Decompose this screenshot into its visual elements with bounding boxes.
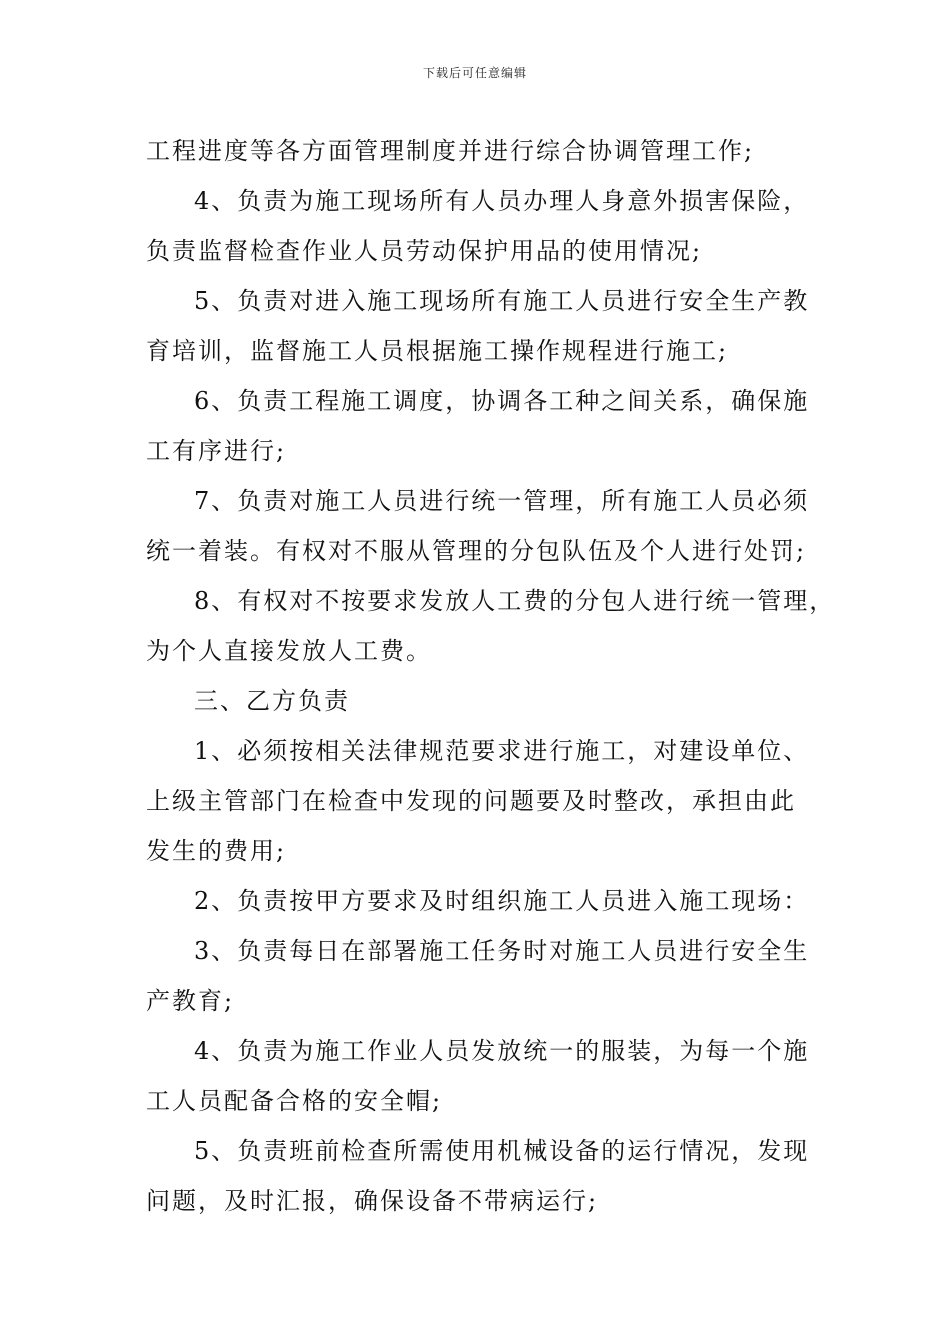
paragraph-line: 负责监督检查作业人员劳动保护用品的使用情况; bbox=[146, 237, 703, 265]
page-header: 下载后可任意编辑 bbox=[422, 66, 527, 80]
section-heading: 三、乙方负责 bbox=[194, 687, 350, 715]
paragraph-line: 4、负责为施工现场所有人员办理人身意外损害保险， bbox=[194, 187, 810, 215]
paragraph-line: 5、负责对进入施工现场所有施工人员进行安全生产教 bbox=[194, 287, 810, 315]
paragraph-line: 1、必须按相关法律规范要求进行施工，对建设单位、 bbox=[194, 737, 810, 765]
paragraph-line: 5、负责班前检查所需使用机械设备的运行情况，发现 bbox=[194, 1137, 810, 1165]
paragraph-line: 为个人直接发放人工费。 bbox=[146, 637, 432, 665]
paragraph-line: 8、有权对不按要求发放人工费的分包人进行统一管理， bbox=[194, 587, 836, 615]
paragraph-line: 工有序进行; bbox=[146, 437, 287, 465]
paragraph-line: 发生的费用; bbox=[146, 837, 287, 865]
paragraph-line: 问题，及时汇报，确保设备不带病运行; bbox=[146, 1187, 599, 1215]
paragraph-line: 工程进度等各方面管理制度并进行综合协调管理工作; bbox=[146, 137, 755, 165]
paragraph-line: 7、负责对施工人员进行统一管理，所有施工人员必须 bbox=[194, 487, 810, 515]
paragraph-line: 工人员配备合格的安全帽; bbox=[146, 1087, 443, 1115]
document-body bbox=[146, 126, 836, 1226]
paragraph-line: 统一着装。有权对不服从管理的分包队伍及个人进行处罚; bbox=[146, 537, 807, 565]
paragraph-line: 4、负责为施工作业人员发放统一的服装，为每一个施 bbox=[194, 1037, 810, 1065]
paragraph-line: 3、负责每日在部署施工任务时对施工人员进行安全生 bbox=[194, 937, 810, 965]
paragraph-line: 育培训，监督施工人员根据施工操作规程进行施工; bbox=[146, 337, 729, 365]
paragraph-line: 2、负责按甲方要求及时组织施工人员进入施工现场： bbox=[194, 887, 810, 915]
paragraph-line: 产教育; bbox=[146, 987, 235, 1015]
paragraph-line: 6、负责工程施工调度，协调各工种之间关系，确保施 bbox=[194, 387, 810, 415]
paragraph-line: 上级主管部门在检查中发现的问题要及时整改，承担由此 bbox=[146, 787, 796, 815]
